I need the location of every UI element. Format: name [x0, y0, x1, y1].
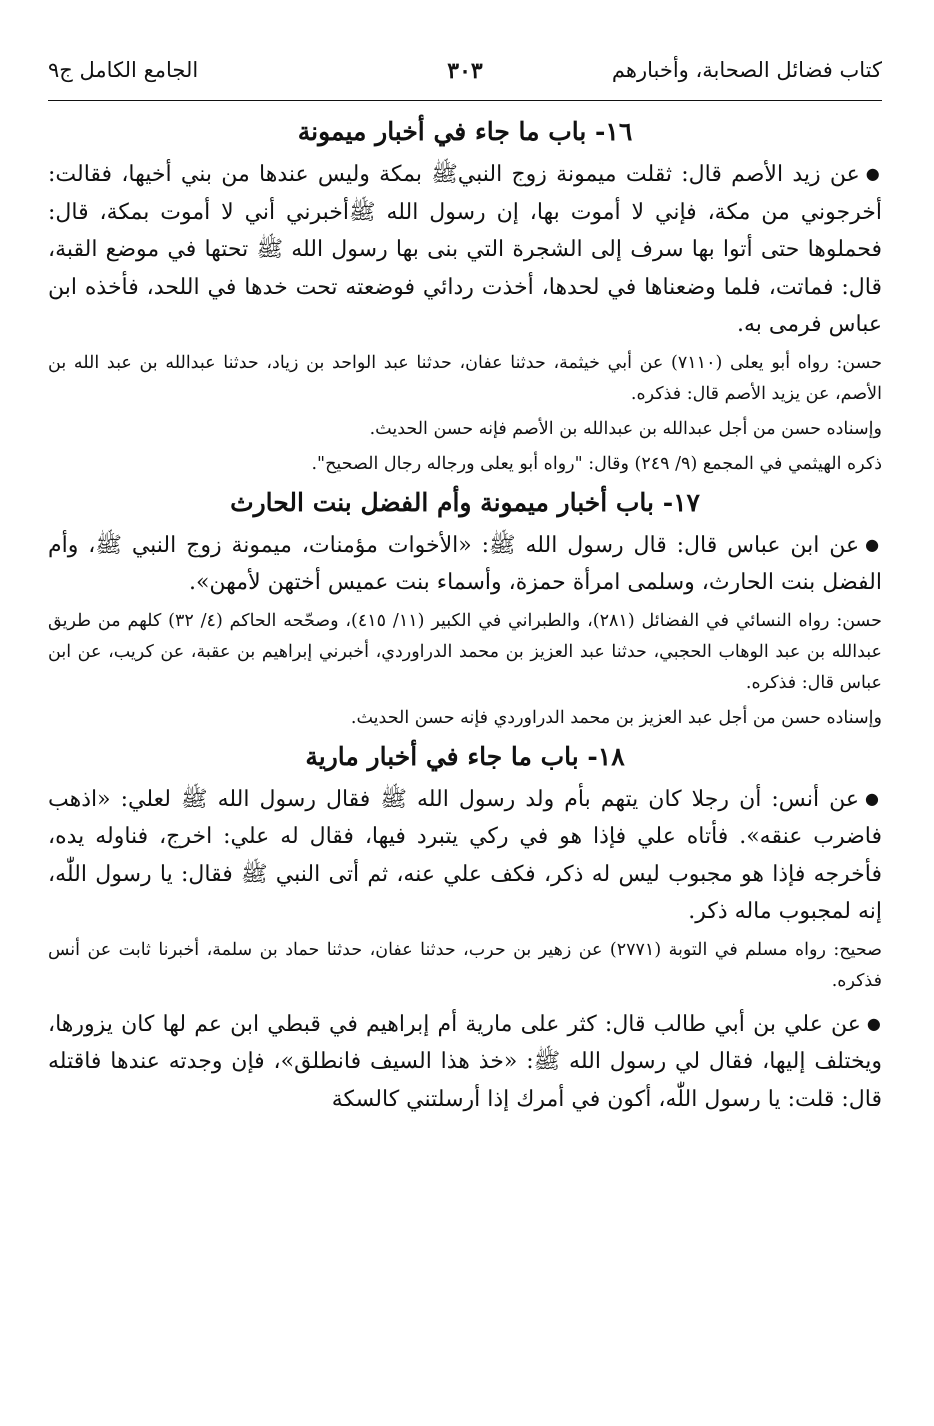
section-heading: ١٧- باب أخبار ميمونة وأم الفضل بنت الحارث [230, 487, 700, 517]
section-16 [48, 113, 882, 480]
hadith-text [48, 780, 882, 931]
hadith-body: عن زيد الأصم قال: ثقلت ميمونة زوج النبيﷺ بمكة وليس عندها من بني أخيها، فقالت: أخرجوني من مكة، فإني لا أموت بها، إن رسول الله ﷺأخبرني أني لا أموت بمكة، قال: فحملوها حتى أتوا بها سرف إلى الشجرة التي بنى بها رسول الله ﷺ تحتها في موضع القبة، قال: فماتت، فلما وضعناها في لحدها، أخذت ردائي فوضعته تحت خدها في اللحد، فأخذه ابن عباس فرمى به. [48, 162, 882, 337]
bullet-icon: ● [865, 534, 883, 554]
bullet-icon: ● [865, 164, 882, 183]
hadith-body: عن أنس: أن رجلا كان يتهم بأم ولد رسول الله ﷺ فقال رسول الله ﷺ لعلي: «اذهب فاضرب عنقه». فأتاه علي فإذا هو في ركي يتبرد فيها، فقال له علي: اخرج، فناوله يده، فأخرجه فإذا هو مجبوب ليس له ذكر، فكف علي عنه، ثم أتى النبي ﷺ فقال: يا رسول اللّٰه، إنه لمجبوب ماله ذكر. [48, 786, 882, 924]
hadith-text [48, 155, 882, 344]
section-17 [48, 484, 882, 734]
takhrij-note: حسن: رواه النسائي في الفضائل (٢٨١)، والطبراني في الكبير (١١/ ٤١٥)، وصحّحه الحاكم (٤/ ٣٢) كلهم من طريق عبدالله بن عبد الوهاب الحجبي، حدثنا عبد العزيز بن محمد الدراوردي، أخبرني إبراهيم بن عقبة، عن كريب، عن ابن عباس قال: فذكره. [48, 610, 882, 693]
header-rule [48, 100, 882, 101]
volume-label: الجامع الكامل ج٩ [48, 58, 199, 82]
takhrij-note: وإسناده حسن من أجل عبد العزيز بن محمد الدراوردي فإنه حسن الحديث. [350, 707, 882, 728]
hadith-body: عن علي بن أبي طالب قال: كثر على مارية أم إبراهيم في قبطي ابن عم لها كان يزورها، ويختلف إليها، فقال لي رسول الله ﷺ: «خذ هذا السيف فانطلق»، فإن وجدته عندها فاقتله قال: قلت: يا رسول اللّٰه، أكون في أمرك إذا أرسلتني كالسكة [48, 1011, 882, 1112]
hadith-text [48, 1005, 882, 1119]
section-heading: ١٨- باب ما جاء في أخبار مارية [305, 741, 625, 771]
bullet-icon: ● [866, 1013, 882, 1033]
section-heading: ١٦- باب ما جاء في أخبار ميمونة [297, 117, 633, 146]
takhrij-note: وإسناده حسن من أجل عبدالله بن عبدالله بن الأصم فإنه حسن الحديث. [369, 418, 882, 439]
takhrij-note: صحيح: رواه مسلم في التوبة (٢٧٧١) عن زهير بن حرب، حدثنا عفان، حدثنا حماد بن سلمة، أخبرنا ثابت عن أنس فذكره. [48, 939, 882, 991]
book-title: كتاب فضائل الصحابة، وأخبارهم [611, 58, 882, 82]
hadith-text [48, 526, 882, 602]
section-18 [48, 738, 882, 1119]
book-page [0, 52, 934, 1426]
takhrij-note: ذكره الهيثمي في المجمع (٩/ ٢٤٩) وقال: "رواه أبو يعلى ورجاله رجال الصحيح". [311, 453, 882, 474]
running-header [48, 52, 882, 100]
page-number: ٣٠٣ [447, 58, 483, 84]
hadith-body: عن ابن عباس قال: قال رسول الله ﷺ: «الأخوات مؤمنات، ميمونة زوج النبي ﷺ، وأم الفضل بنت الحارث، وسلمى امرأة حمزة، وأسماء بنت عميس أختهن لأمهن». [48, 532, 882, 595]
takhrij-note: حسن: رواه أبو يعلى (٧١١٠) عن أبي خيثمة، حدثنا عفان، حدثنا عبد الواحد بن زياد، حدثنا عبدالله بن عبد الله بن الأصم، عن يزيد الأصم قال: فذكره. [48, 352, 883, 404]
bullet-icon: ● [864, 788, 882, 808]
